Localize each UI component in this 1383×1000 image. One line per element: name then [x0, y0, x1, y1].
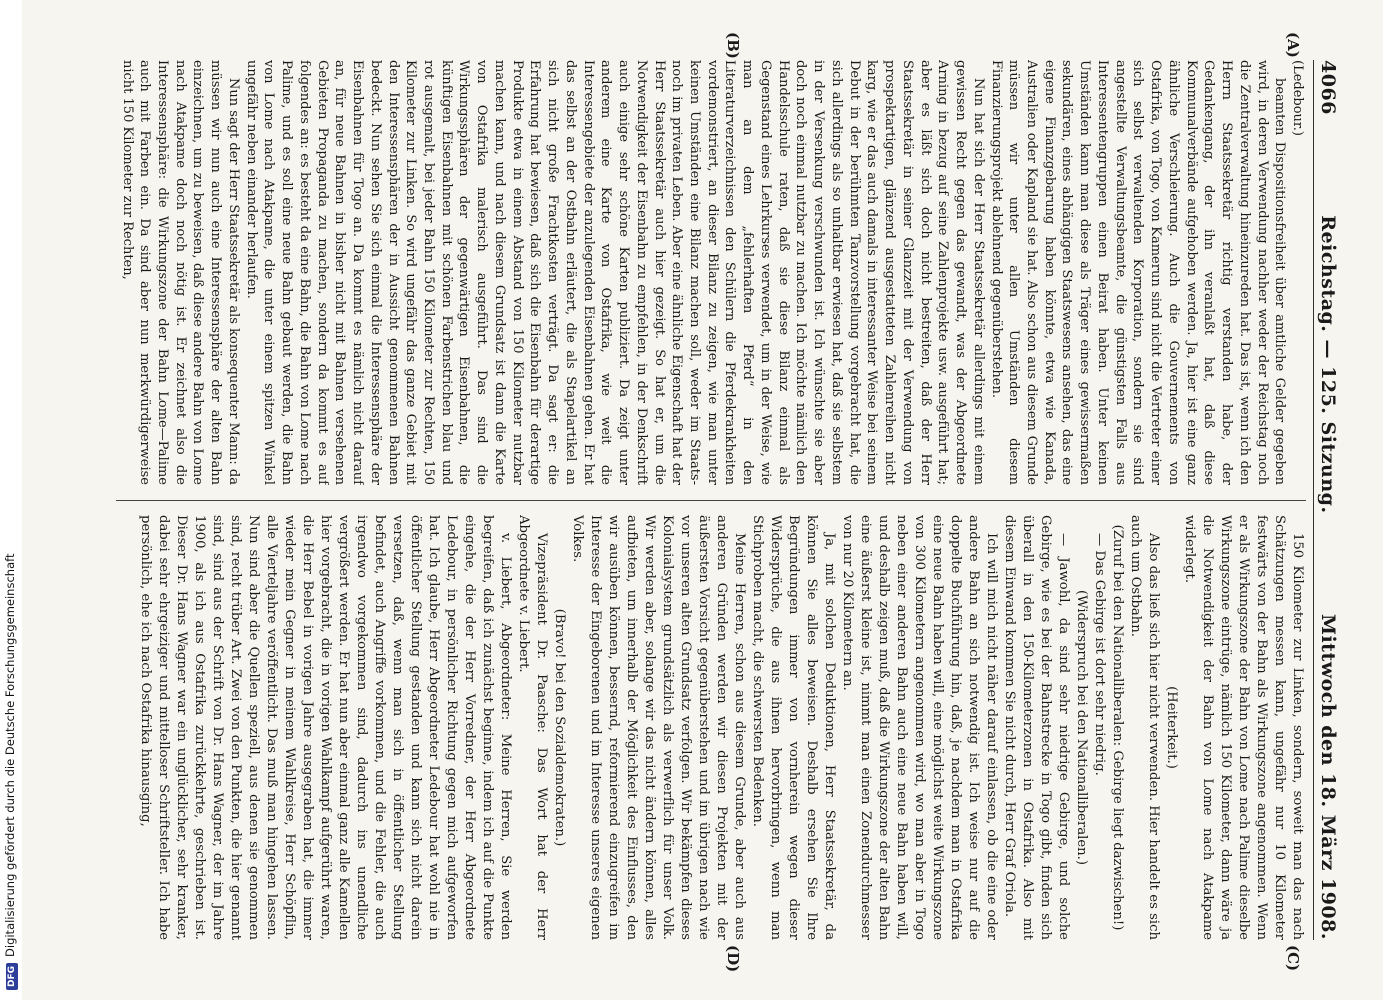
margin-marker-a: (A)	[1284, 32, 1302, 58]
paragraph: Nun sagt der Herr Staatssekretär als konsequenter Mann: da müssen wir nun auch eine Interessensphäre der alten Bahn einzeichnen, um zu beweisen, daß diese andere Bahn von Lome nach Atakpame doch noch nötig ist. Er zeichnet also die Interessensphäre: die Wirkungszone der Bahn Lome—Palime auch mit Farben ein. Da sind aber nun merkwürdigerweise nicht 150 Kilometer zur Rechten,	[119, 60, 241, 485]
session-date: Mittwoch den 18. März 1908.	[1317, 613, 1339, 940]
margin-marker-d: (D)	[724, 945, 742, 973]
paragraph: — Jawohl, da sind sehr niedrige Gebirge, und solche Gebirge, wie es bei der Bahnstrecke in Togo gibt, finden sich überall in den 150-Kilometerzonen in Ostafrika. Also mit diesem Einwand kommen Sie nicht durch, Herr Graf Oriola.	[1002, 515, 1071, 940]
dfg-logo: DFG	[6, 963, 18, 990]
digitization-notice	[3, 5, 18, 990]
paragraph: Meine Herren, schon aus diesem Grunde, aber auch aus anderen Gründen werden wir diesen Projekten mit der äußersten Vorsicht gegenüberstehen und im übrigen nach wie vor unseren alten Grundsatz verfolgen. Wir bekämpfen dieses Kolonialsystem grundsätzlich als verwerflich für unser Volk. Wir werden aber, solange wir das nicht ändern können, alles aufbieten, um innerhalb der Möglichkeit des Einflusses, den wir ausüben können, bessernd, reformierend einzugreifen im Interesse der Eingeborenen und im Interesse unseres eigenen Volkes.	[570, 515, 747, 940]
speaker-paragraph: Vizepräsident Dr. Paasche: Das Wort hat der Herr Abgeordnete v. Liebert.	[516, 515, 549, 940]
paragraph: 150 Kilometer zur Linken, sondern, soweit man das nach Schätzungen messen kann, ungefähr nur 10 Kilometer festwärts von der Bahn als Wirkungszone angenommen. Wenn er als Wirkungszone der Bahn von Lome nach Palime dieselbe Wirkungszone eintrüge, nämlich 150 Kilometer, dann wäre ja die Notwendigkeit der Bahn von Lome nach Atakpame widerlegt.	[1182, 515, 1305, 940]
page-header	[1313, 60, 1342, 940]
paragraph: (Ledebour.)	[1290, 60, 1305, 136]
digitization-sidebar	[0, 0, 22, 1000]
session-title: Reichstag. — 125. Sitzung.	[1317, 215, 1339, 514]
paragraph: Ja, mit solchen Deduktionen, Herr Staatssekretär, da können Sie alles beweisen. Deshalb ersehen Sie Ihre Begründungen immer von vornherein wegen dieser Widersprüche, die aus ihnen hervorbringen, wenn man Stichproben macht, die schwersten Bedenken.	[750, 515, 837, 940]
paragraph: Also das ließ sich hier nicht verwenden. Hier handelt es sich auch um Ostbahn.	[1128, 515, 1161, 940]
paragraph: beamten Dispositionsfreiheit über amtliche Gelder gegeben wird, in deren Verwendung nachher weder der Reichstag noch die Zentralverwaltung hineinzureden hat. Das ist, wenn ich den Herrn Staatssekretär richtig verstanden habe, der Gedankengang, der ihn veranlaßt hat, daß diese Kommunalverbände aufgehoben werden. Ja, hier ist eine ganz ähnliche Verschleierung. Auch die Gouvernements von Ostafrika, von Togo, von Kamerun sind nicht die Vertreter einer sich selbst verwaltenden Korporation, sondern sie sind angestellte Verwaltungsbeamte, die günstigsten Falls aus Interessentengruppen einen Beirat haben. Unter keinen Umständen kann man diese als Träger eines gewissermaßen sekundären, eines abhängigen Staatswesens ansehen, das eine eigene Finanzgebarung haben könnte, etwa wie Kanada, Australien oder Kapland sie hat. Also schon aus diesem Grunde müssen wir unter allen Umständen diesem Finanzierungsprojekt ablehnend gegenüberstehen.	[988, 60, 1288, 485]
rotated-page-content	[112, 32, 1342, 973]
paragraph: Ich will mich nicht näher darauf einlassen, ob die eine oder andere Bahn an sich notwendig ist. Ich weise nur auf die doppelte Buchführung hin, daß, je nachdem man in Ostafrika eine neue Bahn haben will, eine möglichst weite Wirkungszone von 300 Kilometern angenommen wird, wo man aber in Togo neben einer anderen Bahn auch eine neue Bahn haben will, und deshalb zeigen muß, daß die Wirkungszone der alten Bahn eine äußerst kleine ist, nimmt man einen Zonendurchmesser von nur 20 Kilometern an.	[840, 515, 999, 940]
left-column	[116, 60, 1306, 485]
margin-marker-b: (B)	[724, 32, 742, 59]
interjection: (Widerspruch bei den Nationalliberalen.)	[1074, 589, 1089, 866]
right-column	[116, 515, 1306, 940]
digitization-text: Digitalisierung gefördert durch die Deutsche Forschungsgemeinschaft	[3, 553, 17, 957]
interjection: (Heiterkeit.)	[1164, 686, 1179, 769]
interjection: (Zuruf bei den Nationalliberalen: Gebirge liegt dazwischen!)	[1110, 524, 1125, 931]
speaker-paragraph: v. Liebert, Abgeordneter: Meine Herren, Sie werden begreifen, daß ich zunächst beginne, indem ich auf die Punkte eingehe, die der Herr Vorredner, der Herr Abgeordnete Ledebour, in persönlicher Richtung gegen mich aufgeworfen hat. Ich glaube, Herr Abgeordneter Ledebour hat wohl nie in öffentlicher Stellung gestanden und kann sich nicht darein versetzen, daß, wenn man sich in öffentlicher Stellung befindet, auch Angriffe vorkommen, und die Fehler, die auch irgendwo vorgekommen sind, dadurch ins unendliche vergrößert werden. Er hat nun aber einmal ganz alle Kamellen hier vorgebracht, die in vorigen Wahlkampf aufgerührt waren, die Herr Bebel in vorigen Jahre ausgegraben hat, die immer wieder mein Gegner in meinem Wahlkreise, Herr Schöpflin, alle Vierteljahre veröffentlicht. Das muß man hingehen lassen. Nun sind aber die Quellen speziell, aus denen sie genommen sind, recht trüber Art. Zwei von den Punkten, die hier genannt sind, sind aus der Schrift von Dr. Hans Wagner, der im Jahre 1900, als ich aus Ostafrika zurückkehrte, geschrieben ist. Dieser Dr. Hans Wagner war ein unglücklicher, sehr kranker, dabei sehr ehrgeiziger und mittelloser Schriftsteller. Ich habe persönlich, ehe ich nach Ostafrika hinausging,	[138, 515, 513, 940]
interjection: (Bravo! bei den Sozialdemokraten.)	[552, 608, 567, 847]
paragraph: Nun hat sich der Herr Staatssekretär allerdings mit einem gewissen Recht gegen das gewandt, was der Abgeordnete Arning in bezug auf seine Zahlenprojekte usw. ausgeführt hat; aber es läßt sich doch nicht bestreiten, daß der Herr Staatssekretär in seiner Glanzzeit mit der Verwendung von prospektartigen, glänzend ausgestatteten Zahlenreihen nicht karg, wie er das auch damals in interessanter Weise bei seinem Debut in der berühmten Tanzvorstellung vorgebracht hat, die sich allerdings als so unhaltbar erwiesen hat, daß sie selbstem in der Versenkung verschwunden ist. Ich wünschte sie aber doch noch einmal nutzbar zu machen. Ich möchte nämlich den Handelsschule raten, daß sie diese Bilanz einmal als Gegenstand eines Lehrkurses verwendet, um in der Weise, wie man an dem „fehlerhaften Pferd“ in den Literaturverzeichnissen den Schülern die Pferdekrankheiten vordemonstriert, an dieser Bilanz zu zeigen, wie man unter keinen Umständen eine Bilanz machen soll, weder im Staats- noch im privaten Leben. Aber eine ähnliche Eigenschaft hat der Herr Staatssekretär auch hier gezeigt. So hat er, um die Notwendigkeit der Eisenbahn zu empfehlen, in der Denkschrift auch einige sehr schöne Karten publiziert. Da zeigt unter anderem eine Karte von Ostafrika, wie weit die Interessengebiete der anzulegenden Eisenbahnen gehen. Er hat das selbst an der Ostbahn erläutert, die als Stapelartikel an sich nicht große Frachtkosten verträgt. Da sagt er: die Erfahrung hat bewiesen, daß sich die Eisenbahn für derartige Produkte etwa in einem Abstand von 150 Kilometer nutzbar machen kann, und nach diesem Grundsatz ist dann die Karte von Ostafrika malerisch ausgeführt. Das sind die Wirkungssphären der gegenwärtigen Eisenbahnen, die künftigen Eisenbahnen mit schönen Farbenstrichen blau und rot ausgemalt, bei jeder Bahn 150 Kilometer zur Rechten, 150 Kilometer zur Linken. So wird ungefähr das ganze Gebiet mit den Interessensphären der in Aussicht genommenen Bahnen bedeckt. Nun sehen Sie sich einmal die Interessensphäre der Eisenbahnen für Togo an. Da kommt es nämlich nicht darauf an, für neue Bahnen in bisher nicht mit Bahnen versehenen Gebieten Propaganda zu machen, sondern da kommt es auf folgendes an: es besteht da eine Bahn, die Bahn von Lome nach Palime, und es soll eine neue Bahn gebaut werden, die Bahn von Lome nach Atakpame, die unter einem spitzen Winkel ungefähr neben einander herlaufen.	[243, 60, 986, 485]
column-divider	[116, 500, 1306, 501]
margin-marker-c: (C)	[1284, 945, 1302, 972]
paragraph: — Das Gebirge ist dort sehr niedrig.	[1092, 533, 1107, 776]
page-number: 4066	[1317, 60, 1339, 115]
